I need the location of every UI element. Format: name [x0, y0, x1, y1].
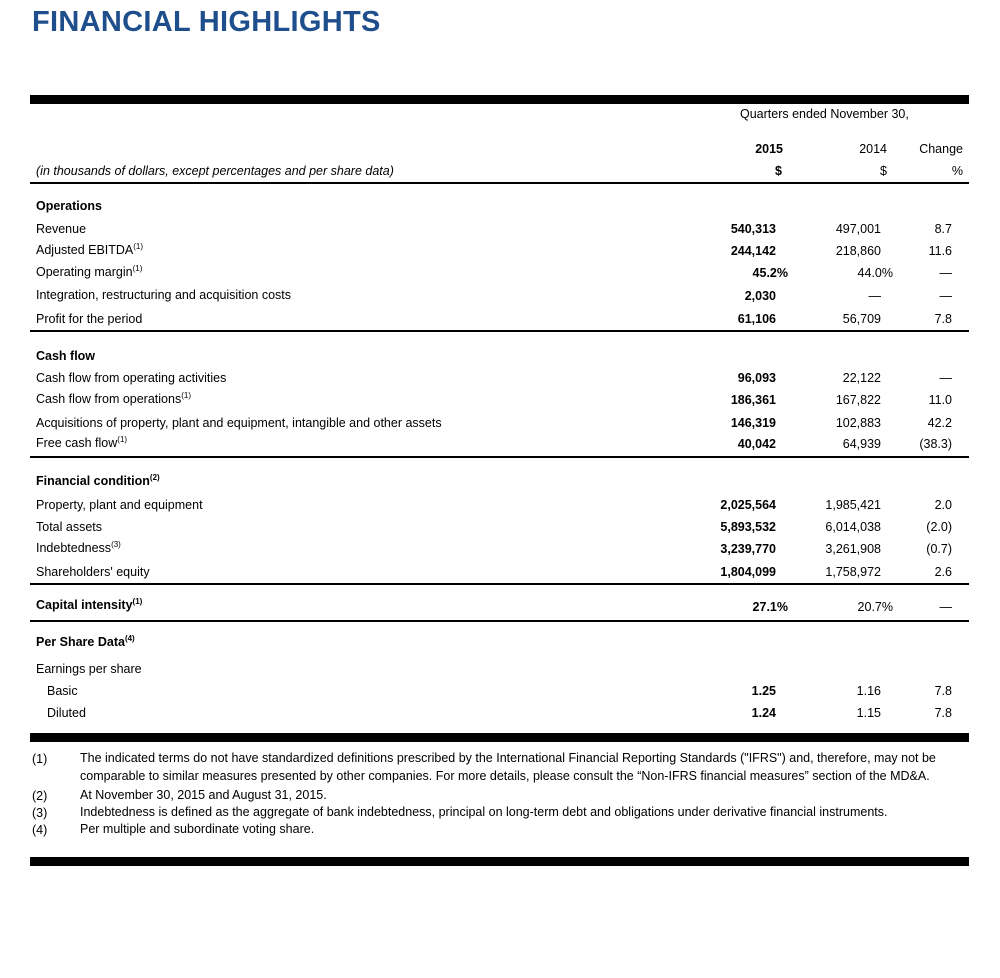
- col-change-header: Change: [919, 142, 963, 156]
- value-change: —: [939, 266, 952, 280]
- section-rule: [30, 620, 969, 622]
- value-2015: 1,804,099: [720, 565, 776, 579]
- value-2015: 2,030: [744, 289, 776, 303]
- bottom-thick-rule: [30, 857, 969, 866]
- section-rule: [30, 583, 969, 585]
- section-per-share: Per Share Data$^{(4)}$: [36, 634, 135, 649]
- value-2014: 20.7%: [857, 600, 893, 614]
- value-change: —: [939, 371, 952, 385]
- value-change: (0.7): [926, 542, 952, 556]
- section-capital-intensity: Capital intensity$^{(1)}$: [36, 597, 143, 612]
- value-2014: 102,883: [835, 416, 881, 430]
- col-2014-header: 2014: [859, 142, 887, 156]
- row-label: Cash flow from operating activities: [36, 371, 227, 385]
- footnote-number: (3): [32, 806, 48, 820]
- row-label: Total assets: [36, 520, 103, 534]
- row-label: Integration, restructuring and acquisition costs: [36, 288, 291, 302]
- footnote-text: At November 30, 2015 and August 31, 2015.: [80, 788, 327, 802]
- row-label: Acquisitions of property, plant and equipment, intangible and other assets: [36, 416, 442, 430]
- row-label: Shareholders' equity: [36, 565, 150, 579]
- header-rule: [30, 182, 969, 184]
- row-label: Indebtedness$^{(3)}$: [36, 540, 121, 555]
- value-change: 42.2: [927, 416, 952, 430]
- value-change: 2.0: [934, 498, 952, 512]
- footnote-number: (4): [32, 823, 48, 837]
- value-2015: 1.24: [751, 706, 776, 720]
- value-change: 11.6: [928, 244, 952, 258]
- value-2015: 186,361: [730, 393, 776, 407]
- value-2015: 27.1%: [752, 600, 788, 614]
- row-label: Adjusted EBITDA$^{(1)}$: [36, 242, 144, 257]
- row-label: Cash flow from operations$^{(1)}$: [36, 391, 191, 406]
- value-2014: 22,122: [842, 371, 881, 385]
- section-financial-condition: Financial condition$^{(2)}$: [36, 473, 160, 488]
- value-change: 7.8: [934, 684, 952, 698]
- value-change: 2.6: [934, 565, 952, 579]
- value-2014: 497,001: [835, 222, 881, 236]
- row-label: Basic: [47, 684, 78, 698]
- section-operations: Operations: [36, 199, 102, 213]
- section-cash-flow: Cash flow: [36, 349, 96, 363]
- value-2014: 1.15: [856, 706, 881, 720]
- footnote-number: (2): [32, 789, 48, 803]
- value-change: (2.0): [926, 520, 952, 534]
- value-2014: 218,860: [835, 244, 881, 258]
- value-2015: 3,239,770: [720, 542, 776, 556]
- value-change: —: [939, 289, 952, 303]
- row-label: Profit for the period: [36, 312, 143, 326]
- value-2014: 3,261,908: [825, 542, 881, 556]
- value-2014: —: [868, 289, 881, 303]
- unit-2014: $: [880, 164, 887, 178]
- row-label: Diluted: [47, 706, 86, 720]
- mid-thick-rule: [30, 733, 969, 742]
- value-change: 7.8: [934, 706, 952, 720]
- section-rule: [30, 456, 969, 458]
- value-change: 7.8: [934, 312, 952, 326]
- value-2015: 61,106: [737, 312, 776, 326]
- subheading-eps: Earnings per share: [36, 662, 142, 676]
- value-2015: 146,319: [730, 416, 776, 430]
- value-2014: 1.16: [856, 684, 881, 698]
- unit-2015: $: [775, 164, 782, 178]
- row-label: Free cash flow$^{(1)}$: [36, 435, 128, 450]
- unit-change: %: [951, 164, 963, 178]
- value-2015: 96,093: [737, 371, 776, 385]
- section-rule: [30, 330, 969, 332]
- value-2015: 2,025,564: [720, 498, 776, 512]
- value-2015: 244,142: [730, 244, 776, 258]
- footnote-text: Per multiple and subordinate voting share.: [80, 822, 315, 836]
- top-thick-rule: [30, 95, 969, 104]
- value-change: 8.7: [934, 222, 952, 236]
- footnote-text: The indicated terms do not have standardized definitions prescribed by the International Financial Reporting Standards ("IFRS") and, therefore, may not be comparable to similar measures presented by other companies. For more details, please consult the “Non-IFRS financial measures” section of the MD&A.: [80, 751, 936, 783]
- value-2015: 1.25: [751, 684, 776, 698]
- footnote-text: Indebtedness is defined as the aggregate of bank indebtedness, principal on long-term debt and obligations under derivative financial instruments.: [80, 805, 888, 819]
- value-2014: 167,822: [835, 393, 881, 407]
- value-2015: 40,042: [737, 437, 776, 451]
- value-change: —: [939, 600, 952, 614]
- value-2014: 56,709: [842, 312, 881, 326]
- value-2014: 64,939: [842, 437, 881, 451]
- page-title: FINANCIAL HIGHLIGHTS: [32, 6, 381, 38]
- value-2015: 540,313: [730, 222, 776, 236]
- value-2014: 6,014,038: [825, 520, 881, 534]
- value-2014: 44.0%: [857, 266, 893, 280]
- row-label: Revenue: [36, 222, 87, 236]
- period-header: Quarters ended November 30,: [740, 107, 909, 121]
- value-change: (38.3): [919, 437, 952, 451]
- units-note: (in thousands of dollars, except percentages and per share data): [36, 164, 394, 178]
- value-2015: 5,893,532: [720, 520, 776, 534]
- value-change: 11.0: [928, 393, 952, 407]
- value-2015: 45.2%: [752, 266, 788, 280]
- row-label: Operating margin$^{(1)}$: [36, 264, 143, 279]
- value-2014: 1,758,972: [825, 565, 881, 579]
- row-label: Property, plant and equipment: [36, 498, 203, 512]
- footnote-number: (1): [32, 752, 48, 766]
- col-2015-header: 2015: [755, 142, 783, 156]
- value-2014: 1,985,421: [825, 498, 881, 512]
